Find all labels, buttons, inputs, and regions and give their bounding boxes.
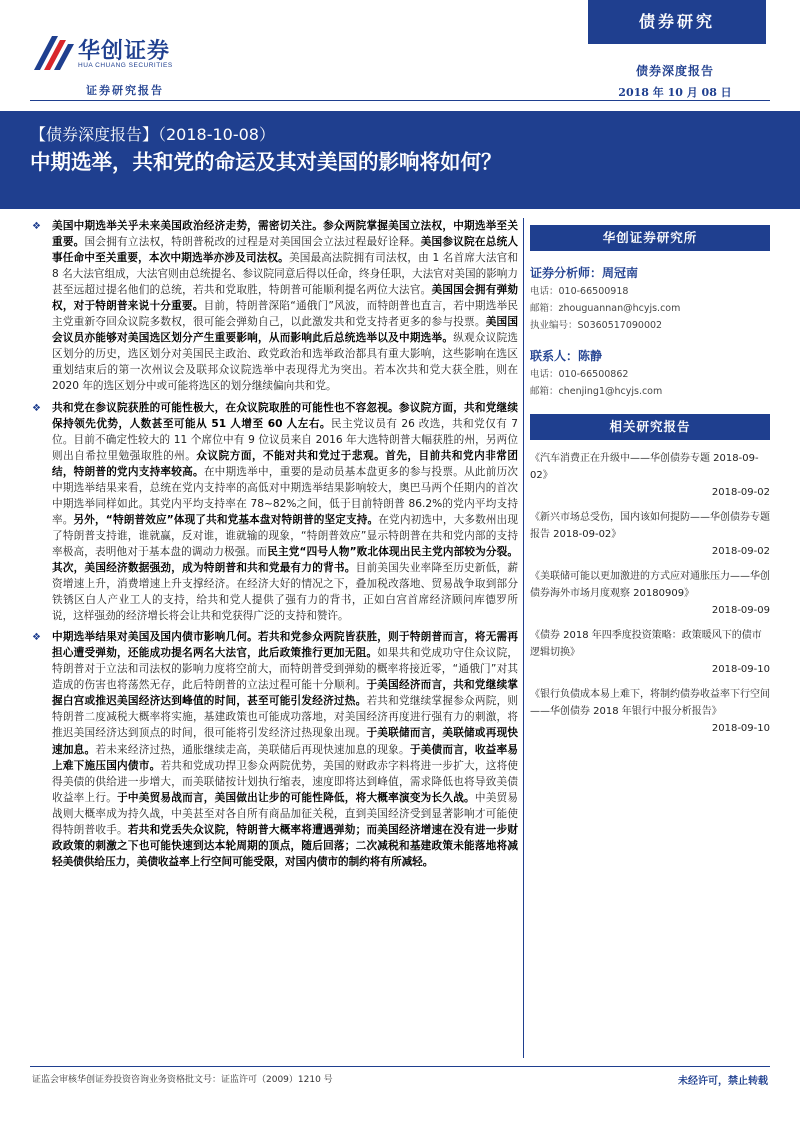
related-report-date: 2018-09-10 [711, 664, 770, 675]
text-segment: 民主党议员有 26 改选，共和党仅有 7 位。目前不确定性较大的 11 个席位中有 9 位议员来自 2016 年大选特朗普大幅获胜的州，另两位则出自希拉里勉强取胜的州。 [52, 417, 518, 462]
contact-email: 邮箱：chenjing1@hcyjs.com [530, 386, 663, 397]
bold-text-segment: 于美联储而言，美联储或再现快速加息。 [52, 727, 519, 756]
related-report-title[interactable]: 《债券 2018 年四季度投资策略：政策暖风下的债市逻辑切换》 [530, 630, 762, 658]
huachuang-logo [32, 32, 192, 76]
related-report-item[interactable] [530, 450, 770, 501]
category-tag: 债券研究 [588, 0, 766, 44]
footer-copyright: 未经许可，禁止转载 [678, 1076, 768, 1087]
page-title: 中期选举，共和党的命运及其对美国的影响将如何？ [30, 150, 502, 174]
related-report-title[interactable]: 《美联储可能以更加激进的方式应对通胀压力——华创债券海外市场月度观察 20180909》 [530, 571, 770, 599]
report-date: 2018 年 10 月 08 日 [618, 86, 732, 99]
bold-text-segment: 中期选举结果对美国及国内债市影响几何。若共和党参众两院皆获胜，则于特朗普而言，将无需再担心遭受弹劾，还能成功提名两名大法官，此后政策推行更加无阻。 [52, 631, 518, 660]
footer-divider [30, 1066, 770, 1067]
footer-license: 证监会审核华创证券投资咨询业务资格批文号：证监许可（2009）1210 号 [32, 1075, 333, 1085]
bold-text-segment: 于中美贸易战而言，美国做出让步的可能性降低，将大概率演变为长久战。 [117, 791, 475, 804]
institute-header: 华创证券研究所 [530, 225, 770, 251]
header-divider [30, 100, 770, 101]
bold-text-segment: 美国中期选举关乎未来美国政治经济走势，需密切关注。参众两院掌握美国立法权，中期选举至关重要。 [52, 220, 518, 249]
body-paragraph [28, 629, 518, 870]
banner-tag: 【债券深度报告】（2018-10-08） [30, 125, 275, 144]
bold-text-segment: 美国国会议员亦能够对美国选区划分产生重要影响，从而影响此后总统选举以及中期选举。 [52, 316, 518, 345]
text-segment: 若共和党成功捍卫参众两院优势，美国的财政赤字料将进一步扩大，这将使得美债的供给进一步增大，而美联储按计划执行缩表，速度即将达到峰值，需求降低也将导致美债收益率上行。 [52, 759, 519, 804]
sidebar [530, 225, 770, 745]
analyst-phone: 电话：010-66500918 [530, 286, 629, 297]
bold-text-segment: 若共和党丢失众议院，特朗普大概率将遭遇弹劾；而美国经济增速在没有进一步财政政策的刺激之下也可能快速到达本轮周期的顶点，随后回落；二次减税和基建政策未能落地将减轻美债供给压力，美债收益率上行空间可能受限，对国内债市的制约将有所减轻。 [52, 823, 519, 868]
body-paragraph [28, 400, 518, 625]
body-paragraph [28, 218, 518, 395]
bold-text-segment: 美国国会拥有弹劾权，对于特朗普来说十分重要。 [52, 284, 519, 313]
main-body [28, 218, 518, 875]
related-report-item[interactable] [530, 509, 770, 560]
text-segment: 在党内初选中，大多数州出现了特朗普支持谁，谁就赢，反对谁，谁就输的现象，“特朗普效应”显示特朗普在共和党内部的支持率极高，表明他对于基本盘的调动力极强。而 [52, 513, 519, 558]
text-segment: 国会拥有立法权，特朗普税改的过程是对美国国会立法过程最好诠释。 [84, 236, 421, 249]
text-segment: 目前，特朗普深陷“通俄门”风波，而特朗普也直言，若中期选举民主党重新夺回众议院多数权，很可能会弹劾自己，以此激发共和党支持者更多的参与投票。 [52, 300, 518, 329]
text-segment: 美国最高法院拥有司法权，由 1 名首席大法官和 8 名大法官组成，大法官则由总统提名、参议院同意后得以任命，终身任职，大法官对美国的影响力甚至远超过提名他们的总统，若共和党取胜，特朗普可能顺利提名两位大法官。 [52, 252, 518, 297]
logo-chinese-name: 华创证券 [78, 39, 171, 64]
related-report-title[interactable]: 《新兴市场总受伤，国内该如何提防——华创债券专题报告 2018-09-02》 [530, 512, 770, 540]
bold-text-segment: 共和党在参议院获胜的可能性极大，在众议院取胜的可能性也不容忽视。参议院方面，共和党继续保持领先优势，人数甚至可能从 51 人增至 60 人左右。 [52, 401, 518, 430]
bold-text-segment: 另外，“特朗普效应”体现了共和党基本盘对特朗普的坚定支持。 [73, 513, 379, 526]
header-subtitle: 证券研究报告 [86, 84, 164, 97]
text-segment: 若未来经济过热，通胀继续走高，美联储后再现快速加息的现象。 [95, 743, 410, 756]
analyst-email: 邮箱：zhouguannan@hcyjs.com [530, 303, 681, 314]
bold-text-segment: 美国参议院在总统人事任命中至关重要，本次中期选举亦涉及司法权。 [52, 236, 519, 265]
diamond-bullet-icon: ❖ [32, 221, 41, 232]
contact-phone: 电话：010-66500862 [530, 369, 629, 380]
related-report-item[interactable] [530, 686, 770, 737]
related-report-date: 2018-09-10 [711, 723, 770, 734]
text-segment: 目前美国失业率降至历史新低，薪资增速上升，消费增速上升支撑经济。在经济大好的情况之下，叠加税改落地、贸易战争取到部分铁锈区白人产业工人的支持，给共和党人提供了强有力的背书，正如白宫首席经济顾问库德罗所说，这样强劲的经济增长将会让共和党获得广泛的支持和赞许。 [52, 561, 519, 623]
related-report-date: 2018-09-02 [711, 487, 770, 498]
huachuang-logo-mark-icon [32, 32, 74, 72]
diamond-bullet-icon: ❖ [32, 402, 41, 414]
related-report-title[interactable]: 《汽车消费正在升级中——华创债券专题 2018-09-02》 [530, 453, 759, 481]
related-report-item[interactable] [530, 627, 770, 678]
related-report-title[interactable]: 《银行负债成本易上难下，将制约债券收益率下行空间——华创债券 2018 年银行中报分析报告》 [530, 689, 770, 717]
page-header [0, 0, 800, 108]
text-segment: 纵观众议院选区划分的历史，选区划分对美国民主政治、政党政治和选举政治都具有重大影响，这些影响在选区重划结束后的第一次州议会及联邦众议院选举中表现得尤为突出。若本次共和党大获全胜，则在 2020 年的选区划分中或可能将选区的划分继续偏向共和党。 [52, 332, 519, 393]
text-segment: 如果共和党成功守住众议院，特朗普对于立法和司法权的影响力度将空前大，而特朗普受到弹劾的概率将接近零，“通俄门”对其造成的伤害也将荡然无存，此后特朗普的立法过程可能十分顺利。 [52, 647, 519, 692]
related-report-date: 2018-09-09 [711, 605, 770, 616]
analyst-name: 证券分析师：周冠南 [530, 266, 639, 280]
logo-english-name: HUA CHUANG SECURITIES [78, 62, 173, 69]
contact-name: 联系人：陈静 [530, 349, 603, 363]
text-segment: 中美贸易战则大概率成为持久战，中美甚至对各自所有商品加征关税，直到美国经济受到显著影响才可能使得特朗普收手。 [52, 791, 519, 836]
column-divider [523, 218, 524, 1058]
text-segment: 若共和党继续掌握参众两院，则特朗普二度减税大概率将实施，基建政策也可能成功落地，对美国经济再度进行强有力的刺激，将推迟美国经济达到顶点的时间，很可能将引发经济过热现象出现。 [52, 695, 519, 740]
bold-text-segment: 民主党“四号人物”败北体现出民主党内部较为分裂。其次，美国经济数据强劲，成为特朗普和共和党最有力的背书。 [52, 545, 518, 574]
related-reports-list [530, 450, 770, 737]
related-reports-header: 相关研究报告 [530, 414, 770, 440]
analyst-license: 执业编号：S0360517090002 [530, 320, 663, 331]
bold-text-segment: 于美债而言，收益率易上难下施压国内债市。 [52, 743, 519, 772]
related-report-date: 2018-09-02 [711, 546, 770, 557]
bold-text-segment: 于美国经济而言，共和党继续掌握白宫或推迟美国经济达到峰值的时间，甚至可能引发经济过热。 [52, 679, 519, 708]
report-type: 债券深度报告 [635, 64, 714, 78]
bold-text-segment: 众议院方面，不能对共和党过于悲观。首先，目前共和党内非常团结，特朗普的党内支持率较高。 [52, 449, 519, 478]
related-report-item[interactable] [530, 568, 770, 619]
text-segment: 在中期选举中，重要的是动员基本盘更多的参与投票。从此前历次中期选举结果来看，总统在党内支持率的高低对中期选举结果影响较大，奥巴马两个任期内的首次中期选举同样如此。其党内平均支持率在 78~82%之间，低于目前特朗普 86.2%的党内平均支持率。 [52, 465, 519, 526]
diamond-bullet-icon: ❖ [32, 632, 41, 644]
